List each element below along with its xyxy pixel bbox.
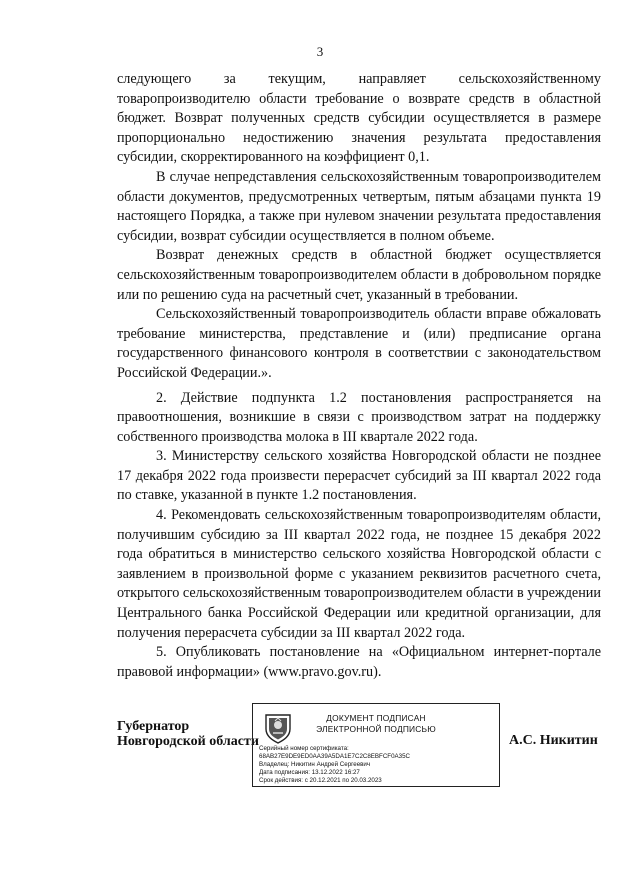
paragraph-item-3: 3. Министерству сельского хозяйства Новгородской области не позднее 17 декабря 2022 года произвести перерасчет субсидий за III квартал 2022 года по ставке, указанной в пункте 1.2 постановления.	[117, 448, 601, 504]
paragraph-refund: Возврат денежных средств в областной бюджет осуществляется сельскохозяйственным товаропроизводителем области в добровольном порядке или по решению суда на расчетный счет, указанный в требовании.	[117, 247, 601, 303]
stamp-date: Дата подписания: 13.12.2022 16:27	[259, 769, 360, 776]
signer-name: А.С. Никитин	[509, 733, 598, 748]
document-body	[117, 70, 601, 682]
paragraph-continuation: следующего за текущим, направляет сельскохозяйственному товаропроизводителю области требование о возврате средств в областной бюджет. Возврат полученных средств субсидии осуществляется в размере пропорционально недостижению значения результата предоставления субсидии, скорректированного на коэффициент 0,1.	[117, 71, 601, 166]
paragraph-appeal: Сельскохозяйственный товаропроизводитель области вправе обжаловать требование министерства, представление и (или) предписание органа государственного финансового контроля в соответствии с законодательством Российской Федерации.».	[117, 306, 601, 381]
paragraph-item-2: 2. Действие подпункта 1.2 постановления распространяется на правоотношения, возникшие в связи с производством затрат на поддержку собственного производства молока в III квартале 2022 года.	[117, 389, 601, 445]
paragraph-item-4: 4. Рекомендовать сельскохозяйственным товаропроизводителям области, получившим субсидию за III квартал 2022 года, не позднее 15 декабря 2022 года обратиться в министерство сельского хозяйства Новгородской области с заявлением в произвольной форме с указанием реквизитов расчетного счета, открытого сельскохозяйственным товаропроизводителем области в учреждении Центрального банка Российской Федерации или кредитной организации, для получения перерасчета субсидии за III квартал 2022 года.	[117, 507, 601, 641]
stamp-owner: Владелец: Никитин Андрей Сергеевич	[259, 761, 371, 768]
paragraph-no-docs: В случае непредставления сельскохозяйственным товаропроизводителем области документов, предусмотренных четвертым, пятым абзацами пункта 19 настоящего Порядка, а также при нулевом значении результата предоставления субсидии, возврат субсидии осуществляется в полном объеме.	[117, 168, 601, 244]
stamp-heading	[301, 713, 451, 734]
signer-title-line1: Губернатор	[117, 719, 190, 734]
stamp-heading-line1: ДОКУМЕНТ ПОДПИСАН	[326, 713, 426, 723]
paragraph-item-5: 5. Опубликовать постановление на «Официальном интернет-портале правовой информации» (www.pravo.gov.ru).	[117, 644, 601, 680]
stamp-heading-line2: ЭЛЕКТРОННОЙ ПОДПИСЬЮ	[316, 723, 436, 734]
coat-of-arms-icon	[263, 712, 293, 744]
stamp-cert-label: Серийный номер сертификата:	[259, 745, 349, 752]
electronic-signature-stamp	[252, 703, 500, 787]
stamp-validity: Срок действия: с 20.12.2021 по 20.03.2023	[259, 777, 382, 784]
signer-title-line2: Новгородской области	[117, 734, 259, 749]
page-number: 3	[316, 44, 324, 59]
signer-title	[117, 719, 259, 749]
stamp-details	[259, 745, 410, 785]
stamp-cert-value: 68AB27E9DE9ED0AA39A5DA1E7C2C8EBFCF0A35C	[259, 753, 410, 760]
